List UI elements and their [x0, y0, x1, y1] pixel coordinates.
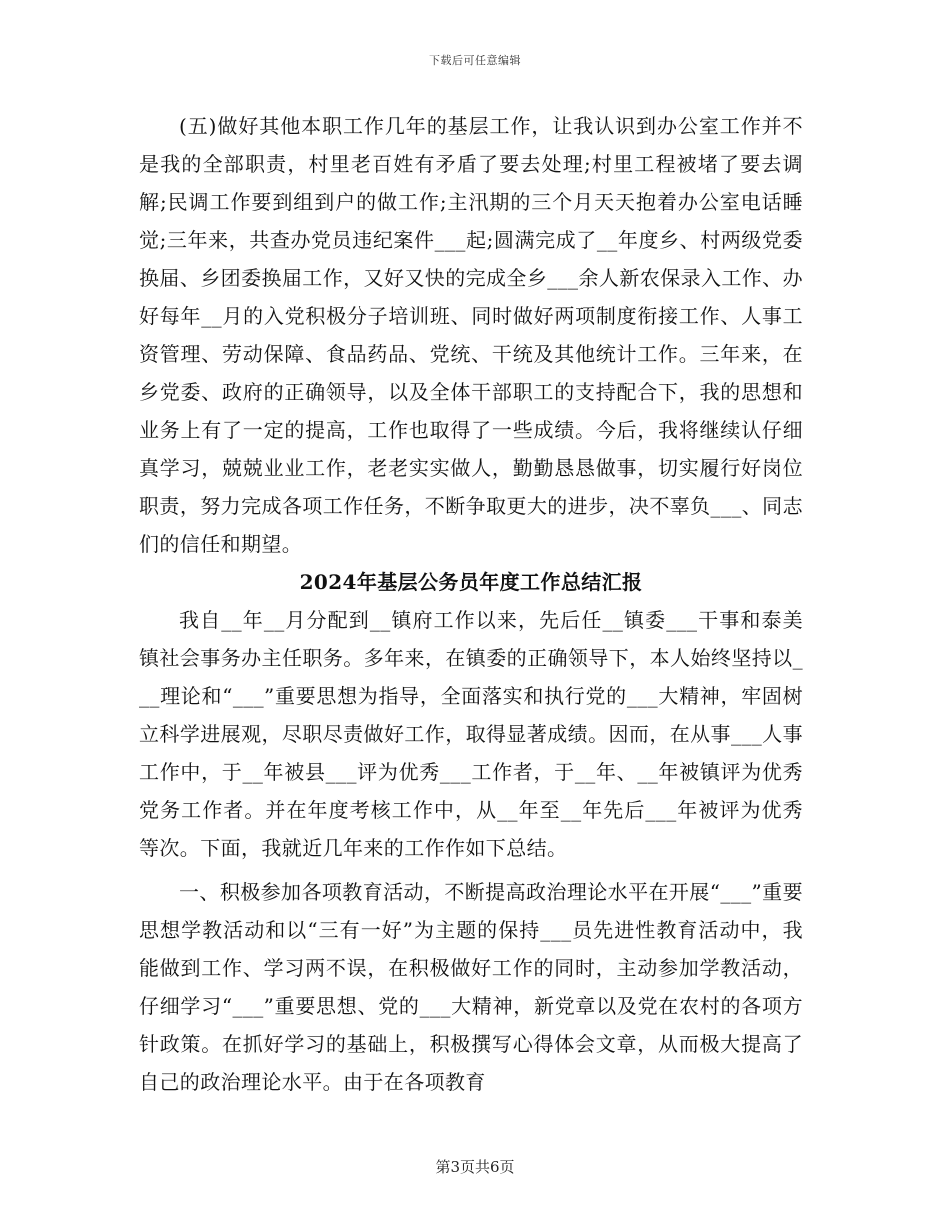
document-body: [139, 107, 803, 1101]
paragraph-intro: 我自__年__月分配到__镇府工作以来，先后任__镇委___干事和泰美镇社会事务办主任职务。多年来，在镇委的正确领导下，本人始终坚持以___理论和“___”重要思想为指导，全面落实和执行党的___大精神，牢固树立科学进展观，尽职尽责做好工作，取得显著成绩。因而，在从事___人事工作中，于__年被县___评为优秀___工作者，于__年、__年被镇评为优秀党务工作者。并在年度考核工作中，从__年至__年先后___年被评为优秀等次。下面，我就近几年来的工作作如下总结。: [139, 608, 803, 860]
section-title: 2024年基层公务员年度工作总结汇报: [299, 570, 643, 594]
page-header-note: 下载后可任意编辑: [429, 54, 521, 67]
page-number: 第3页共6页: [435, 1158, 515, 1176]
paragraph-education: 一、积极参加各项教育活动，不断提高政治理论水平在开展“___”重要思想学教活动和以“三有一好”为主题的保持___员先进性教育活动中，我能做到工作、学习两不误，在积极做好工作的同时，主动参加学教活动，仔细学习“___”重要思想、党的___大精神，新党章以及党在农村的各项方针政策。在抓好学习的基础上，积极撰写心得体会文章，从而极大提高了自己的政治理论水平。由于在各项教育: [139, 880, 803, 1094]
paragraph-duties: (五)做好其他本职工作几年的基层工作，让我认识到办公室工作并不是我的全部职责，村里老百姓有矛盾了要去处理;村里工程被堵了要去调解;民调工作要到组到户的做工作;主汛期的三个月天天抱着办公室电话睡觉;三年来，共查办党员违纪案件___起;圆满完成了__年度乡、村两级党委换届、乡团委换届工作，又好又快的完成全乡___余人新农保录入工作、办好每年__月的入党积极分子培训班、同时做好两项制度衔接工作、人事工资管理、劳动保障、食品药品、党统、干统及其他统计工作。三年来，在乡党委、政府的正确领导，以及全体干部职工的支持配合下，我的思想和业务上有了一定的提高，工作也取得了一些成绩。今后，我将继续认仔细真学习，兢兢业业工作，老老实实做人，勤勤恳恳做事，切实履行好岗位职责，努力完成各项工作任务，不断争取更大的进步，决不辜负___、同志们的信任和期望。: [139, 114, 803, 556]
